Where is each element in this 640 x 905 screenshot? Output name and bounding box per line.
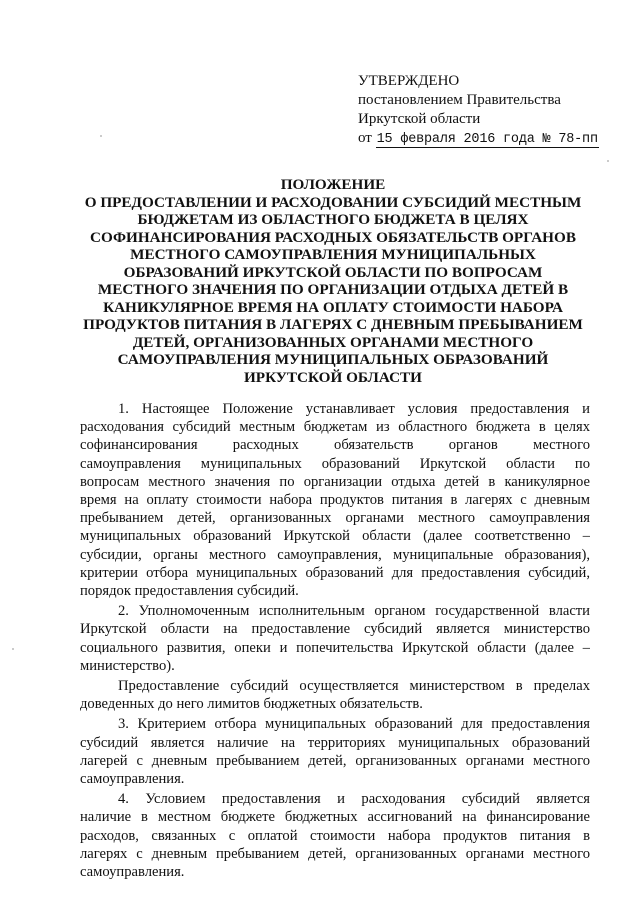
paragraph-4 [80,790,590,881]
text-line: самоуправления. [80,864,185,881]
text-line: 1. Настоящее Положение устанавливает условия предоставления и [118,401,590,417]
text-line: субсидий является наличие на территориях муниципальных образований [80,734,590,751]
title-line: БЮДЖЕТАМ ИЗ ОБЛАСТНОГО БЮДЖЕТА В ЦЕЛЯХ [137,211,529,228]
paragraph-1 [80,400,590,600]
text-line: доведенных до него лимитов бюджетных обязательств. [80,696,423,713]
handwritten-date: 15 февраля 2016 года № 78-пп [376,132,598,147]
approved-label: УТВЕРЖДЕНО [358,73,460,89]
text-line: расходования субсидий местным бюджетам из областного бюджета в целях [80,419,590,436]
from-label: от [358,130,372,146]
text-line: социального развития, опеки и попечительства Иркутской области (далее – [80,639,590,656]
text-line: наличие в местном бюджете бюджетных ассигнований на финансирование [80,809,590,826]
text-line: порядок предоставления субсидий. [80,583,299,600]
paragraph-2 [80,602,590,675]
text-line: вопросам местного значения по организации отдыха детей в каникулярное [80,473,590,490]
title-line: ИРКУТСКОЙ ОБЛАСТИ [243,368,422,386]
paragraph-3 [80,715,590,788]
scan-speck [607,160,609,162]
approval-line-2: Иркутской области [358,111,481,127]
text-line: субсидии, органы местного самоуправления, муниципальные образования), [80,546,590,563]
title-heading: ПОЛОЖЕНИЕ [280,176,386,193]
text-line: Иркутской области на предоставление субсидий является министерство [80,621,590,638]
text-line: 4. Условием предоставления и расходования субсидий является [118,791,590,808]
document-title [78,176,588,386]
text-line: самоуправления муниципальных образований Иркутской области по [80,455,590,472]
text-line: министерство). [80,657,175,674]
title-line: МЕСТНОГО САМОУПРАВЛЕНИЯ МУНИЦИПАЛЬНЫХ [130,246,536,263]
approval-stamp-block [358,72,628,149]
text-line: муниципальных образований Иркутской области (далее соответственно – [80,528,590,545]
title-line: МЕСТНОГО ЗНАЧЕНИЯ ПО ОРГАНИЗАЦИИ ОТДЫХА ДЕТЕЙ В [97,281,569,298]
text-line: критерии отбора муниципальных образований для предоставления субсидий, [80,564,590,581]
approval-date-line [358,129,628,149]
text-line: 2. Уполномоченным исполнительным органом государственной власти [118,603,590,620]
text-line: расходов, связанных с оплатой стоимости набора продуктов питания в [80,827,590,844]
text-line: пребыванием детей, организованных органами местного самоуправления [80,510,590,527]
title-line: КАНИКУЛЯРНОЕ ВРЕМЯ НА ОПЛАТУ СТОИМОСТИ НАБОРА [103,298,563,316]
title-line: СОФИНАНСИРОВАНИЯ РАСХОДНЫХ ОБЯЗАТЕЛЬСТВ ОРГАНОВ [90,228,576,246]
text-line: лагерях с дневным пребыванием детей, организованных органами местного [80,845,590,862]
scan-speck [100,135,102,137]
approval-line-1: постановлением Правительства [358,92,561,108]
document-body [80,400,590,881]
title-line: САМОУПРАВЛЕНИЯ МУНИЦИПАЛЬНЫХ ОБРАЗОВАНИЙ [117,351,549,368]
title-line: ОБРАЗОВАНИЙ ИРКУТСКОЙ ОБЛАСТИ ПО ВОПРОСАМ [123,263,543,281]
text-line: лагерей с дневным пребыванием детей, организованных органами местного [80,752,590,769]
scan-speck [12,648,14,650]
text-line: Предоставление субсидий осуществляется министерством в пределах [118,678,590,695]
title-line: ПРОДУКТОВ ПИТАНИЯ В ЛАГЕРЯХ С ДНЕВНЫМ ПРЕБЫВАНИЕМ [83,316,583,333]
paragraph-2-continued [80,677,590,713]
text-line: софинансирования расходных обязательств органов местного [80,437,590,454]
title-line: О ПРЕДОСТАВЛЕНИИ И РАСХОДОВАНИИ СУБСИДИЙ МЕСТНЫМ [84,193,582,211]
title-line: ДЕТЕЙ, ОРГАНИЗОВАННЫХ ОРГАНАМИ МЕСТНОГО [132,333,534,351]
text-line: 3. Критерием отбора муниципальных образований для предоставления [118,716,590,733]
text-line: самоуправления. [80,771,185,788]
text-line: время на оплату стоимости набора продуктов питания в лагерях с дневным [80,492,590,509]
